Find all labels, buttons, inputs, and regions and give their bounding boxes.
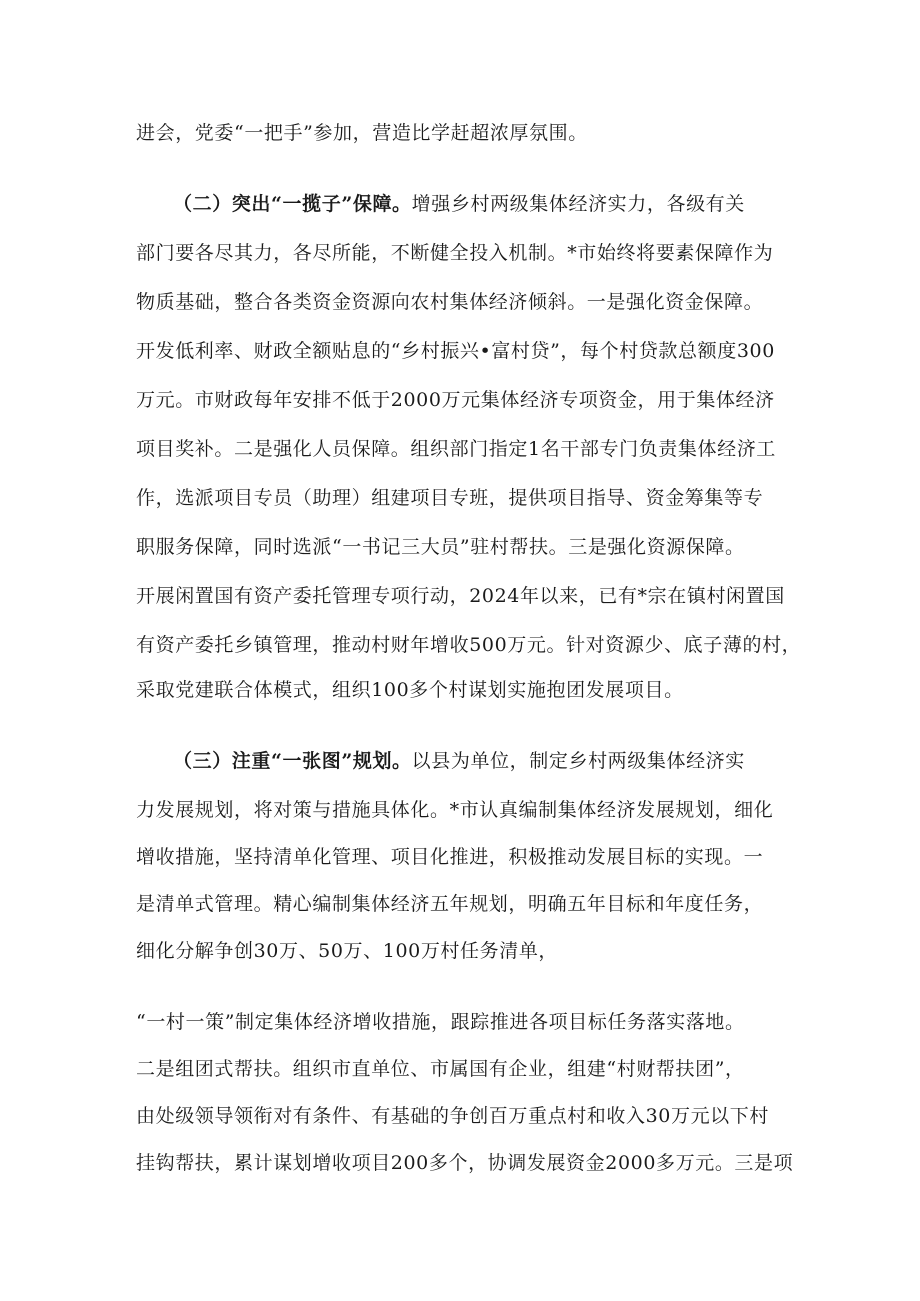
section-heading: （三）注重“一张图”规划。 — [173, 750, 412, 772]
text-line: 万元。市财政每年安排不低于2000万元集体经济专项资金，用于集体经济 — [136, 389, 775, 411]
text-run: 增强乡村两级集体经济实力，各级有关 — [411, 193, 745, 215]
text-line: 有资产委托乡镇管理，推动村财年增收500万元。针对资源少、底子薄的村， — [136, 634, 802, 656]
text-line: 开发低利率、财政全额贴息的“乡村振兴•富村贷”，每个村贷款总额度300 — [136, 340, 775, 362]
text-line: 进会，党委“一把手”参加，营造比学赶超浓厚氛围。 — [136, 122, 588, 144]
text-line: 项目奖补。二是强化人员保障。组织部门指定1名干部专门负责集体经济工 — [136, 438, 776, 460]
section-heading: （二）突出“一揽子”保障。 — [173, 193, 412, 215]
text-line: “一村一策”制定集体经济增收措施，跟踪推进各项目标任务落实落地。 — [136, 1011, 745, 1033]
text-line: 增收措施，坚持清单化管理、项目化推进，积极推动发展目标的实现。一 — [136, 846, 764, 868]
text-line: 职服务保障，同时选派“一书记三大员”驻村帮扶。三是强化资源保障。 — [136, 536, 745, 558]
text-line: 二是组团式帮扶。组织市直单位、市属国有企业，组建“村财帮扶团”， — [136, 1058, 745, 1080]
text-run: 以县为单位，制定乡村两级集体经济实 — [411, 750, 745, 772]
text-line: 作，选派项目专员（助理）组建项目专班，提供项目指导、资金筹集等专 — [136, 487, 764, 509]
text-line: 挂钩帮扶，累计谋划增收项目200多个，协调发展资金2000多万元。三是项 — [136, 1152, 794, 1174]
paragraph-first-line — [173, 749, 745, 773]
text-line: 部门要各尽其力，各尽所能，不断健全投入机制。*市始终将要素保障作为 — [136, 242, 774, 264]
text-line: 开展闲置国有资产委托管理专项行动，2024年以来，已有*宗在镇村闲置国 — [136, 585, 785, 607]
text-line: 力发展规划，将对策与措施具体化。*市认真编制集体经济发展规划，细化 — [136, 799, 774, 821]
text-line: 是清单式管理。精心编制集体经济五年规划，明确五年目标和年度任务， — [136, 893, 764, 915]
paragraph-first-line — [173, 192, 745, 216]
text-line: 细化分解争创30万、50万、100万村任务清单， — [136, 940, 559, 962]
text-line: 采取党建联合体模式，组织100多个村谋划实施抱团发展项目。 — [136, 679, 684, 701]
text-line: 物质基础，整合各类资金资源向农村集体经济倾斜。一是强化资金保障。 — [136, 291, 764, 313]
text-line: 由处级领导领衔对有条件、有基础的争创百万重点村和收入30万元以下村 — [136, 1105, 769, 1127]
